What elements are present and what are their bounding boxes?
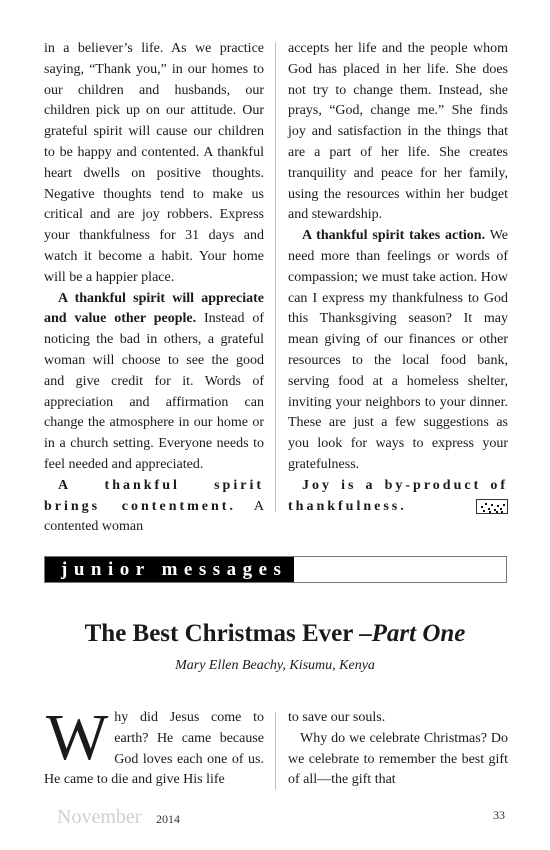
- lead-in: A thankful spirit will appreciate and value other people.: [44, 290, 264, 327]
- lead-in: A thankful spirit brings contentment.: [44, 477, 264, 514]
- end-of-article-mark: [476, 499, 508, 514]
- article-left-column: [44, 39, 264, 538]
- paragraph: Why do we celebrate Christmas? Do we celebrate to remember the best gift of all—the gift that: [288, 730, 508, 788]
- paragraph: [288, 226, 508, 476]
- paragraph-body: We need more than feelings or words of compassion; we must take action. How can I express my thankfulness to God this Thanksgiving season? It may mean giving of our finances or other resources to the local food bank, serving food at a homeless shelter, inviting your neighbors to your dinner. These are just a few suggestions as you look for ways to express your gratefulness.: [288, 228, 509, 472]
- article-right-column: [288, 39, 508, 517]
- drop-cap: W: [46, 701, 109, 774]
- paragraph-body: Instead of noticing the bad in others, a grateful woman will choose to see the good and give credit for it. Words of appreciation and affirmation can change the atmosphere in our home or in a church setting. Everyone needs to feel needed and appreciated.: [44, 311, 264, 472]
- story-title-main: The Best Christmas Ever –: [84, 620, 372, 647]
- story-right-column: [288, 708, 508, 791]
- column-divider: [275, 712, 276, 790]
- footer-month: November: [57, 806, 142, 828]
- section-label: junior messages: [45, 557, 294, 582]
- column-divider: [275, 42, 276, 512]
- section-header: [44, 556, 507, 583]
- closing-line: Joy is a by-product of thankfulness.: [288, 477, 508, 514]
- paragraph: [44, 289, 264, 476]
- footer-year: 2014: [156, 812, 180, 826]
- story-title-part: Part One: [371, 620, 466, 647]
- byline: Mary Ellen Beachy, Kisumu, Kenya: [175, 658, 375, 673]
- page-number: 33: [493, 808, 505, 822]
- paragraph: accepts her life and the people whom God has placed in her life. She does not try to change them. Instead, she prays, “God, change me.” She finds joy and satisfaction in the things that are a part of her life. She creates tranquility and peace for her family, using the resources within her budget and stewardship.: [288, 41, 508, 223]
- paragraph: to save our souls.: [288, 710, 386, 725]
- story-left-column: [44, 701, 264, 791]
- lead-in: A thankful spirit takes action.: [302, 228, 486, 244]
- paragraph: in a believer’s life. As we practice saying, “Thank you,” in our homes to our children and husbands, our children pick up on our attitude. Our grateful spirit will cause our children to be happy and contented. A thankful heart dwells on positive thoughts. Negative thoughts tend to make us critical and are joy robbers. Express your thankfulness for 31 days and watch it become a habit. Your home will be a happier place.: [44, 41, 264, 285]
- story-title: [0, 620, 550, 648]
- paragraph-body: A contented woman: [44, 498, 264, 535]
- story-text: hy did Jesus come to earth? He came because God loves each one of us. He came to die and give His life: [44, 710, 264, 788]
- paragraph: [44, 476, 264, 538]
